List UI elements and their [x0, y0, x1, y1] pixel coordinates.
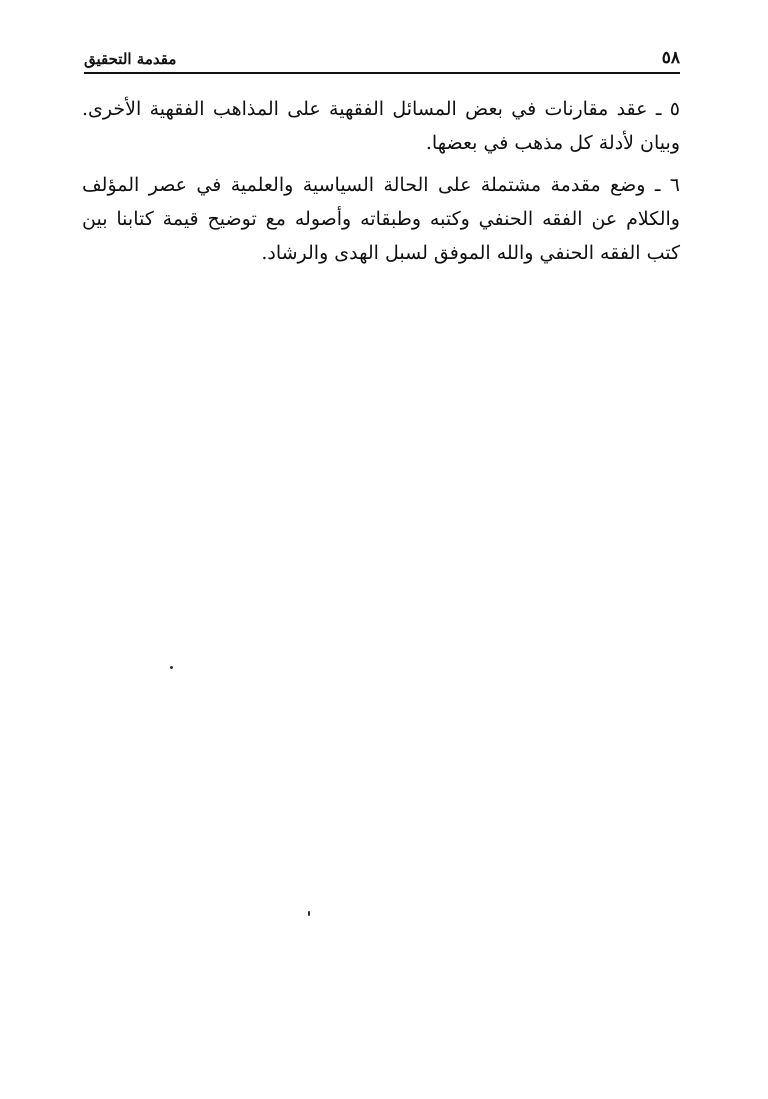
page-header: [84, 46, 680, 74]
paragraph-item-5: ٥ ـ عقد مقارنات في بعض المسائل الفقهية على المذاهب الفقهية الأخرى. وبيان لأدلة كل مذهب في بعضها.: [82, 98, 680, 154]
running-title: مقدمة التحقيق: [84, 50, 177, 68]
page-body: [82, 92, 680, 278]
scan-speck: [170, 666, 173, 669]
paragraph-item-6: ٦ ـ وضع مقدمة مشتملة على الحالة السياسية والعلمية في عصر المؤلف والكلام عن الفقه الحنفي وكتبه وطبقاته وأصوله مع توضيح قيمة كتابنا بين كتب الفقه الحنفي والله الموفق لسبل الهدى والرشاد.: [82, 174, 680, 264]
scan-speck: [308, 911, 310, 916]
page-number: ٥٨: [661, 48, 680, 68]
